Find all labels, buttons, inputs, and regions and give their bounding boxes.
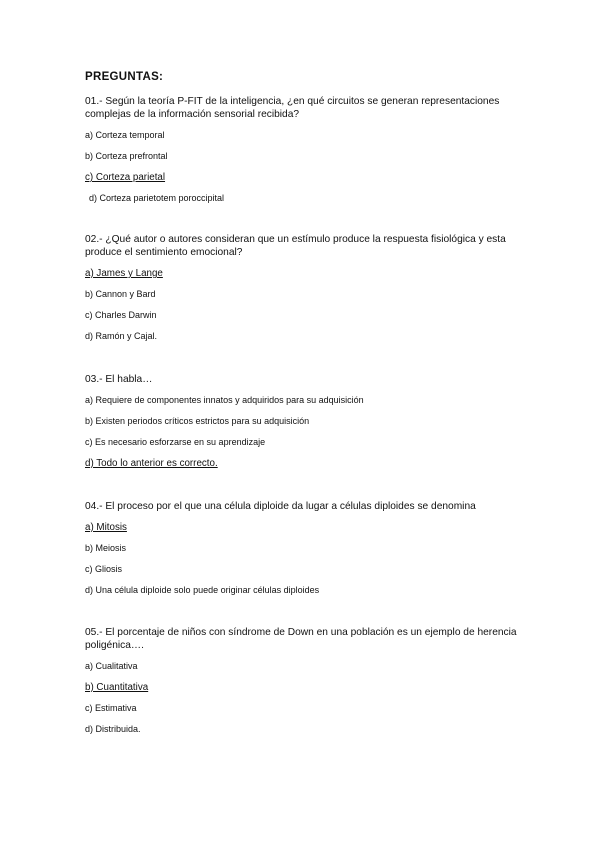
question-text: 05.- El porcentaje de niños con síndrome de Down en una población es un ejemplo de herencia poligénica….: [85, 627, 517, 651]
option-c: c) Estimativa: [85, 703, 137, 713]
question-text: 01.- Según la teoría P-FIT de la inteligencia, ¿en qué circuitos se generan representaciones complejas de la información sensorial recibida?: [85, 96, 500, 120]
option-d: d) Ramón y Cajal.: [85, 331, 158, 341]
question-5: [85, 626, 525, 744]
question-text: 04.- El proceso por el que una célula diploide da lugar a células diploides se denomina: [85, 501, 476, 512]
option-a-correct: a) James y Lange: [85, 268, 163, 279]
option-b: b) Meiosis: [85, 543, 127, 553]
option-c-correct: c) Corteza parietal: [85, 172, 166, 183]
question-2: [85, 233, 525, 351]
question-text: 03.- El habla…: [85, 374, 153, 385]
page-heading: PREGUNTAS:: [85, 71, 164, 83]
option-b: b) Corteza prefrontal: [85, 151, 168, 161]
option-a: a) Requiere de componentes innatos y adquiridos para su adquisición: [85, 395, 364, 405]
option-a-correct: a) Mitosis: [85, 522, 127, 533]
question-3: [85, 373, 525, 478]
question-1: [85, 95, 525, 213]
option-b: b) Cannon y Bard: [85, 289, 156, 299]
option-d: d) Una célula diploide solo puede originar células diploides: [85, 585, 320, 595]
option-c: c) Charles Darwin: [85, 310, 157, 320]
option-d: d) Distribuida.: [85, 724, 141, 734]
question-4: [85, 500, 525, 605]
option-d-correct: d) Todo lo anterior es correcto.: [85, 458, 218, 469]
option-a: a) Corteza temporal: [85, 130, 165, 140]
option-b-correct: b) Cuantitativa: [85, 682, 149, 693]
option-b: b) Existen periodos críticos estrictos para su adquisición: [85, 416, 310, 426]
option-c: c) Gliosis: [85, 564, 123, 574]
option-a: a) Cualitativa: [85, 661, 138, 671]
question-text: 02.- ¿Qué autor o autores consideran que un estímulo produce la respuesta fisiológica y esta produce el sentimiento emocional?: [85, 234, 506, 258]
option-c: c) Es necesario esforzarse en su aprendizaje: [85, 437, 266, 447]
option-d: d) Corteza parietotem poroccipital: [89, 193, 225, 203]
